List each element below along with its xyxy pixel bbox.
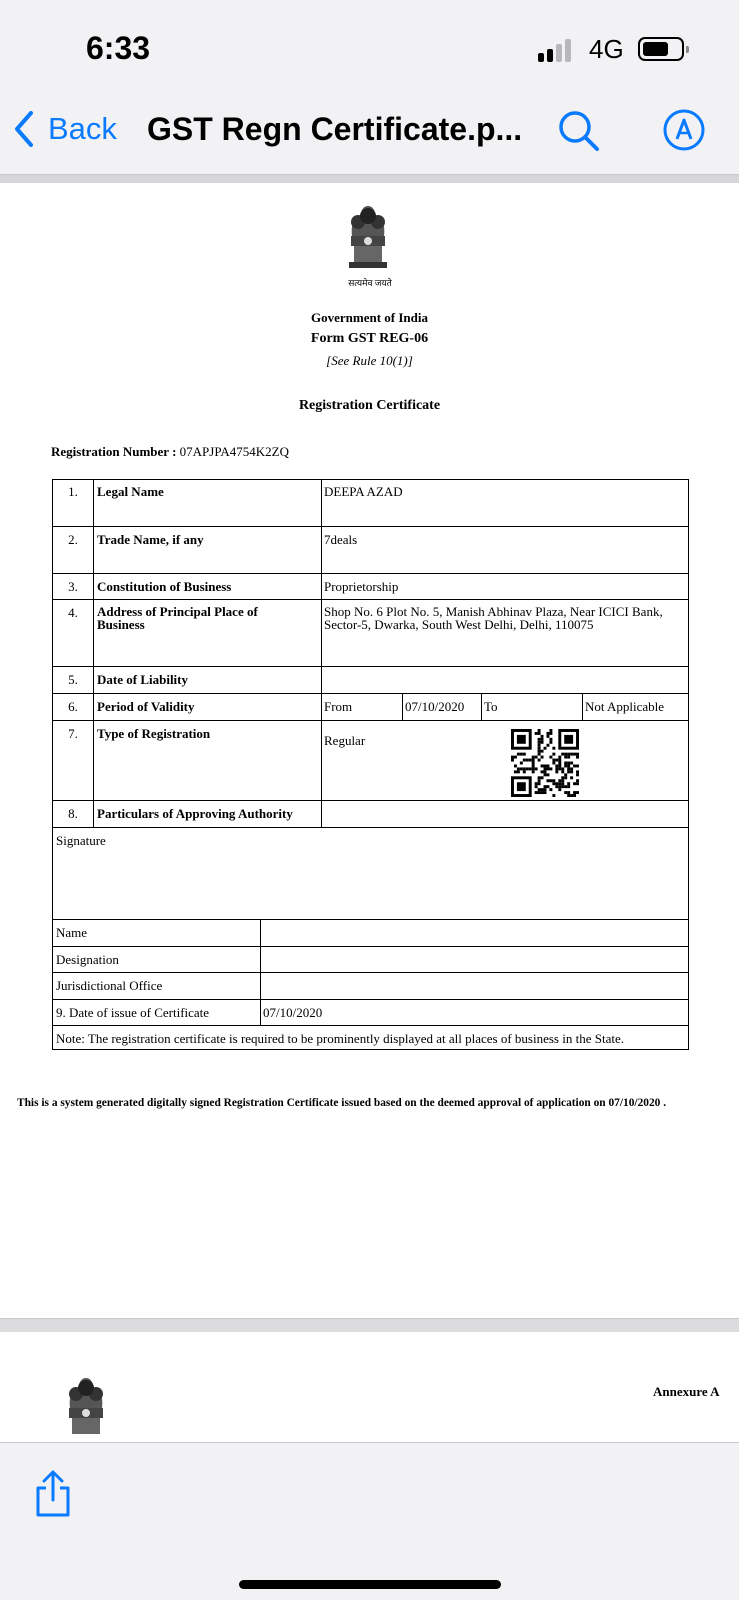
signature-label: Signature (56, 833, 106, 848)
table-row (53, 693, 688, 720)
registration-number (51, 444, 289, 460)
row-number: 2. (68, 532, 78, 547)
qr-code (511, 729, 579, 797)
status-bar (0, 0, 739, 95)
bottom-toolbar (0, 1442, 739, 1600)
table-row (53, 479, 688, 526)
row-value: 7deals (324, 532, 358, 547)
row-label: Period of Validity (97, 699, 195, 714)
table-row (53, 946, 688, 972)
validity-from-date: 07/10/2020 (405, 699, 465, 714)
national-emblem-icon (342, 202, 394, 272)
table-row (53, 720, 688, 800)
note-row (53, 1025, 688, 1050)
row-label: Legal Name (97, 484, 164, 499)
row-value: Proprietorship (324, 579, 399, 594)
markup-icon[interactable] (662, 108, 706, 152)
back-label: Back (48, 111, 117, 146)
signature-row (53, 827, 688, 919)
search-icon[interactable] (557, 109, 601, 153)
issue-date-value: 07/10/2020 (263, 1005, 323, 1020)
rule-reference: [See Rule 10(1)] (326, 353, 413, 368)
government-heading: Government of India (311, 310, 428, 325)
back-button[interactable] (14, 109, 117, 149)
table-row (53, 999, 688, 1025)
digital-signature-note: This is a system generated digitally signed Registration Certificate issued based on the deemed approval of application on 07/10/2020 . (17, 1097, 667, 1109)
row-number: 5. (68, 672, 78, 687)
row-label: Type of Registration (97, 726, 211, 741)
table-row (53, 919, 688, 946)
page-gutter (0, 175, 739, 183)
registration-number-label: Registration Number : (51, 444, 177, 459)
row-value: DEEPA AZAD (324, 484, 403, 499)
table-row (53, 800, 688, 827)
row-number: 8. (68, 806, 78, 821)
row-number: 6. (68, 699, 78, 714)
annexure-label: Annexure A (653, 1384, 720, 1399)
home-indicator[interactable] (239, 1580, 501, 1589)
validity-to-label: To (484, 699, 498, 714)
network-type: 4G (589, 34, 624, 64)
designation-label: Designation (56, 952, 119, 967)
certificate-table (52, 479, 689, 1050)
row-label: Constitution of Business (97, 579, 232, 594)
row-label: Trade Name, if any (97, 532, 204, 547)
form-heading: Form GST REG-06 (310, 331, 429, 346)
navigation-bar (0, 95, 739, 175)
note-text: Note: The registration certificate is required to be prominently displayed at all places of business in the State. (56, 1031, 624, 1046)
document-title: GST Regn Certificate.p... (147, 111, 523, 147)
row-label: Particulars of Approving Authority (97, 806, 293, 821)
table-row (53, 573, 688, 599)
share-icon[interactable] (33, 1470, 73, 1518)
issue-date-label: 9. Date of issue of Certificate (56, 1005, 210, 1020)
status-time: 6:33 (86, 30, 151, 66)
cellular-signal-icon (538, 38, 578, 62)
table-row (53, 972, 688, 999)
table-row (53, 666, 688, 693)
row-number: 7. (68, 726, 78, 741)
validity-to-value: Not Applicable (585, 699, 665, 714)
name-label: Name (56, 925, 88, 940)
row-number: 4. (68, 605, 78, 620)
table-row (53, 599, 688, 666)
pdf-page-2 (0, 1332, 739, 1442)
row-label: Address of Principal Place of Business (97, 604, 258, 632)
table-row (53, 526, 688, 573)
row-number: 3. (68, 579, 78, 594)
row-label: Date of Liability (97, 672, 188, 687)
page-separator (0, 1318, 739, 1332)
emblem-motto: सत्यमेव जयते (348, 278, 392, 288)
jurisdiction-label: Jurisdictional Office (56, 978, 163, 993)
validity-from-label: From (324, 699, 353, 714)
row-value: Shop No. 6 Plot No. 5, Manish Abhinav Plaza, Near ICICI Bank, Sector-5, Dwarka, South West Delhi, Delhi, 110075 (324, 604, 663, 632)
national-emblem-icon (60, 1374, 112, 1442)
row-number: 1. (68, 484, 78, 499)
registration-number-value: 07APJPA4754K2ZQ (179, 444, 289, 459)
chevron-left-icon (14, 111, 34, 147)
pdf-page-1 (0, 183, 739, 1318)
certificate-title: Registration Certificate (298, 398, 441, 413)
battery-icon (638, 37, 684, 61)
row-value: Regular (324, 733, 366, 748)
